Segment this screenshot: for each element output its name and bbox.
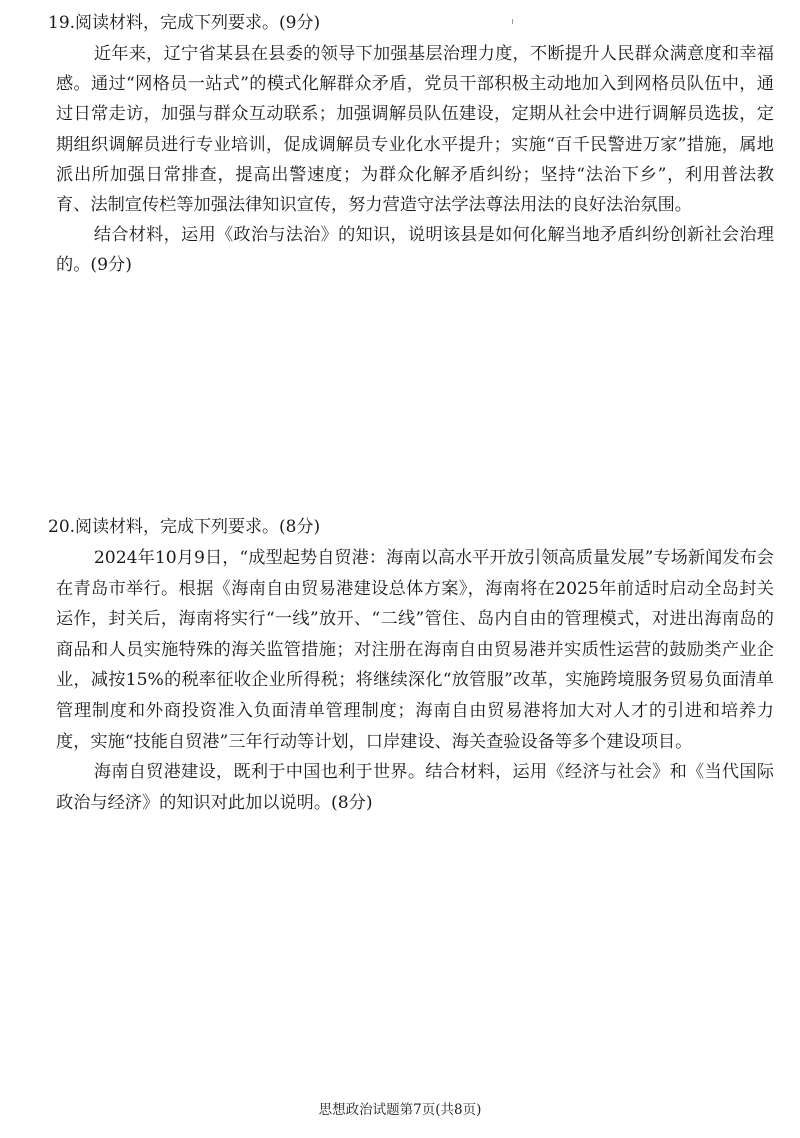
question-20-material: 2024年10月9日，“成型起势自贸港：海南以高水平开放引领高质量发展”专场新闻发布会在青岛市举行。根据《海南自由贸易港建设总体方案》，海南将在2025年前适时启动全岛封关运作，封关后，海南将实行“一线”放开、“二线”管住、岛内自由的管理模式，对进出海南岛的商品和人员实施特殊的海关监管措施；对注册在海南自由贸易港并实质性运营的鼓励类产业企业，减按15%的税率征收企业所得税；将继续深化“放管服”改革，实施跨境服务贸易负面清单管理制度和外商投资准入负面清单管理制度；海南自由贸易港将加大对人才的引进和培养力度，实施“技能自贸港”三年行动等计划，口岸建设、海关查验设备等多个建设项目。 xyxy=(56,548,774,752)
question-19-title: 19.阅读材料，完成下列要求。(9分) xyxy=(48,13,321,33)
question-19-task: 结合材料，运用《政治与法治》的知识，说明该县是如何化解当地矛盾纠纷创新社会治理的。(9分) xyxy=(56,225,774,276)
question-20 xyxy=(48,514,774,818)
page-footer: 思想政治试题第7页(共8页) xyxy=(318,1102,482,1118)
question-20-title: 20.阅读材料，完成下列要求。(8分) xyxy=(48,517,321,537)
question-20-task: 海南自贸港建设，既利于中国也利于世界。结合材料，运用《经济与社会》和《当代国际政治与经济》的知识对此加以说明。(8分) xyxy=(56,762,774,813)
question-19 xyxy=(48,10,774,281)
question-19-material: 近年来，辽宁省某县在县委的领导下加强基层治理力度，不断提升人民群众满意度和幸福感。通过“网格员一站式”的模式化解群众矛盾，党员干部积极主动地加入到网格员队伍中，通过日常走访，加强与群众互动联系；加强调解员队伍建设，定期从社会中进行调解员选拔，定期组织调解员进行专业培训，促成调解员专业化水平提升；实施“百千民警进万家”措施，属地派出所加强日常排查，提高出警速度；为群众化解矛盾纠纷；坚持“法治下乡”，利用普法教育、法制宣传栏等加强法律知识宣传，努力营造守法学法尊法用法的良好法治氛围。 xyxy=(56,44,774,216)
